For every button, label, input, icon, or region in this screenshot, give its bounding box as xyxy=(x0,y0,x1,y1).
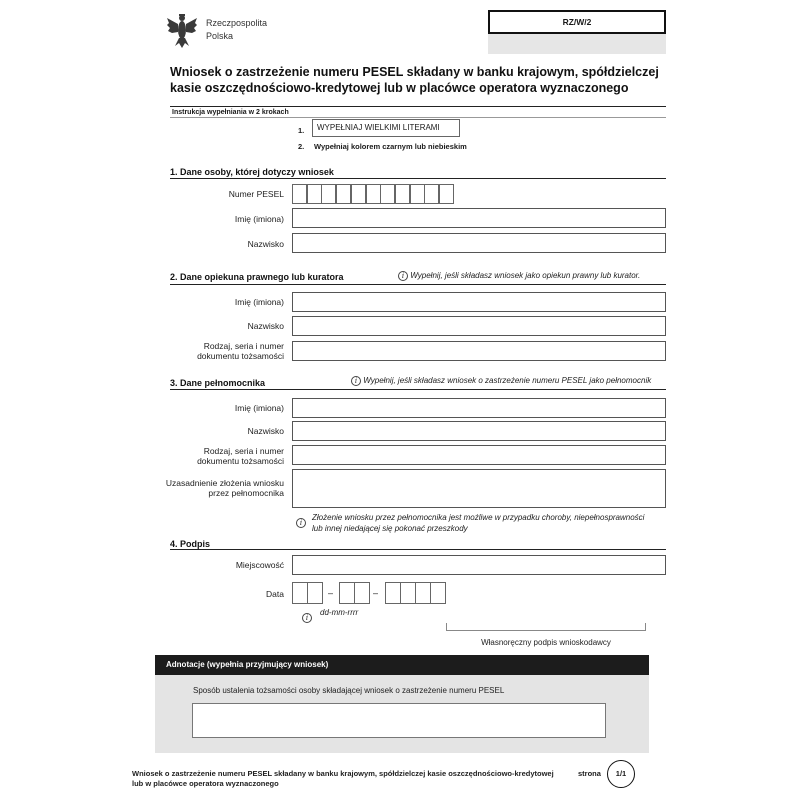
pesel-digit-cell[interactable] xyxy=(395,184,410,204)
s3-doc-label-line2: dokumentu tożsamości xyxy=(197,456,284,466)
form-code-box xyxy=(488,10,666,34)
date-digit-cell[interactable] xyxy=(385,582,401,604)
date-digit-cell[interactable] xyxy=(415,582,431,604)
id-method-field[interactable] xyxy=(192,703,606,738)
date-format-hint: dd-mm-rrrr xyxy=(320,608,359,617)
pesel-digit-cell[interactable] xyxy=(351,184,366,204)
s2-first-name-label: Imię (imiona) xyxy=(234,297,284,307)
s1-first-name-field[interactable] xyxy=(292,208,666,228)
date-digit-cell[interactable] xyxy=(292,582,308,604)
issuer-name xyxy=(206,17,267,43)
section4-divider xyxy=(170,549,666,550)
instructions-top-divider xyxy=(170,106,666,107)
footer-line2: lub w placówce operatora wyznaczonego xyxy=(132,779,279,788)
section1-heading: 1. Dane osoby, której dotyczy wniosek xyxy=(170,167,334,177)
s3-reason-note-line2: lub innej niedającej się pokonać przeszkody xyxy=(312,524,468,533)
pesel-digit-cell[interactable] xyxy=(424,184,439,204)
info-icon: i xyxy=(296,518,306,528)
info-icon: i xyxy=(351,376,361,386)
page-label: strona xyxy=(578,769,601,778)
page-number-badge xyxy=(607,760,635,788)
info-icon: i xyxy=(302,613,312,623)
s3-reason-note-icon-wrap xyxy=(296,512,306,530)
s3-doc-field[interactable] xyxy=(292,445,666,465)
s3-reason-label xyxy=(160,478,284,498)
section2-divider xyxy=(170,284,666,285)
place-field[interactable] xyxy=(292,555,666,575)
s2-doc-label-line2: dokumentu tożsamości xyxy=(197,351,284,361)
date-digit-cell[interactable] xyxy=(354,582,370,604)
place-label: Miejscowość xyxy=(235,560,284,570)
instructions-divider xyxy=(170,117,666,118)
section1-divider xyxy=(170,178,666,179)
pesel-digit-cell[interactable] xyxy=(410,184,425,204)
instruction-step2-num: 2. xyxy=(298,142,305,151)
s3-first-name-label: Imię (imiona) xyxy=(234,403,284,413)
pesel-digit-cell[interactable] xyxy=(380,184,395,204)
pesel-digit-cell[interactable] xyxy=(439,184,454,204)
section3-heading: 3. Dane pełnomocnika xyxy=(170,378,266,388)
page-number: 1/1 xyxy=(615,769,627,778)
s3-reason-label-line1: Uzasadnienie złożenia wniosku xyxy=(165,478,284,488)
s3-last-name-field[interactable] xyxy=(292,421,666,441)
s1-last-name-label: Nazwisko xyxy=(247,239,284,249)
annotation-header xyxy=(155,655,649,675)
date-format-icon-wrap xyxy=(302,607,312,625)
s3-last-name-label: Nazwisko xyxy=(247,426,284,436)
page-title xyxy=(170,64,670,96)
s3-reason-field[interactable] xyxy=(292,469,666,508)
pesel-digit-cell[interactable] xyxy=(307,184,322,204)
polish-eagle-icon xyxy=(166,12,198,50)
pesel-digit-cell[interactable] xyxy=(321,184,336,204)
instructions-heading: Instrukcja wypełniania w 2 krokach xyxy=(172,109,289,116)
section2-note-text: Wypełnij, jeśli składasz wniosek jako opiekun prawny lub kurator. xyxy=(410,271,641,280)
instruction-step1-box xyxy=(312,119,460,137)
s1-first-name-label: Imię (imiona) xyxy=(234,214,284,224)
footer-title xyxy=(132,769,554,789)
section3-note-text: Wypełnij, jeśli składasz wniosek o zastrzeżenie numeru PESEL jako pełnomocnik xyxy=(363,376,652,385)
section4-heading: 4. Podpis xyxy=(170,539,211,549)
date-digit-cell[interactable] xyxy=(400,582,416,604)
s3-first-name-field[interactable] xyxy=(292,398,666,418)
s2-first-name-field[interactable] xyxy=(292,292,666,312)
footer-line1: Wniosek o zastrzeżenie numeru PESEL składany w banku krajowym, spółdzielczej kasie oszczędnościowo-kredytowej xyxy=(132,769,554,778)
s1-last-name-field[interactable] xyxy=(292,233,666,253)
form-code-shade xyxy=(488,34,666,54)
info-icon: i xyxy=(398,271,408,281)
s3-reason-note-line1: Złożenie wniosku przez pełnomocnika jest możliwe w przypadku choroby, niepełnosprawności xyxy=(312,513,645,522)
pesel-digit-cell[interactable] xyxy=(366,184,381,204)
annotation-heading: Adnotacje (wypełnia przyjmujący wniosek) xyxy=(166,660,329,669)
section2-heading: 2. Dane opiekuna prawnego lub kuratora xyxy=(170,272,344,282)
date-digit-cell[interactable] xyxy=(339,582,355,604)
section3-note xyxy=(351,376,651,386)
date-separator-2: – xyxy=(373,588,379,598)
date-digit-cell[interactable] xyxy=(430,582,446,604)
pesel-digit-cell[interactable] xyxy=(336,184,351,204)
pesel-label: Numer PESEL xyxy=(228,189,284,199)
issuer-line1: Rzeczpospolita xyxy=(206,18,268,28)
date-separator-1: – xyxy=(328,588,334,598)
instruction-step2-text: Wypełniaj kolorem czarnym lub niebieskim xyxy=(314,142,467,151)
s3-doc-label-line1: Rodzaj, seria i numer xyxy=(203,446,284,456)
title-line1: Wniosek o zastrzeżenie numeru PESEL składany w banku krajowym, spółdzielczej xyxy=(170,65,659,79)
issuer-line2: Polska xyxy=(206,31,234,41)
title-line2: kasie oszczędnościowo-kredytowej lub w placówce operatora wyznaczonego xyxy=(170,81,629,95)
section3-divider xyxy=(170,389,666,390)
s2-doc-label xyxy=(170,341,284,361)
instruction-step1-num: 1. xyxy=(298,126,305,135)
s2-last-name-field[interactable] xyxy=(292,316,666,336)
date-digit-cell[interactable] xyxy=(307,582,323,604)
signature-bracket[interactable] xyxy=(446,623,646,631)
s3-reason-note xyxy=(312,512,644,534)
date-label: Data xyxy=(266,589,284,599)
signature-caption: Własnoręczny podpis wnioskodawcy xyxy=(481,638,611,647)
s2-doc-field[interactable] xyxy=(292,341,666,361)
s3-reason-label-line2: przez pełnomocnika xyxy=(208,488,284,498)
s3-doc-label xyxy=(170,446,284,466)
pesel-digit-cell[interactable] xyxy=(292,184,307,204)
instruction-step1-text: WYPEŁNIAJ WIELKIMI LITERAMI xyxy=(317,123,440,132)
s2-doc-label-line1: Rodzaj, seria i numer xyxy=(203,341,284,351)
section2-note xyxy=(398,271,640,281)
s2-last-name-label: Nazwisko xyxy=(247,321,284,331)
id-method-label: Sposób ustalenia tożsamości osoby składającej wniosek o zastrzeżenie numeru PESEL xyxy=(193,686,505,695)
form-code: RZ/W/2 xyxy=(562,17,592,27)
